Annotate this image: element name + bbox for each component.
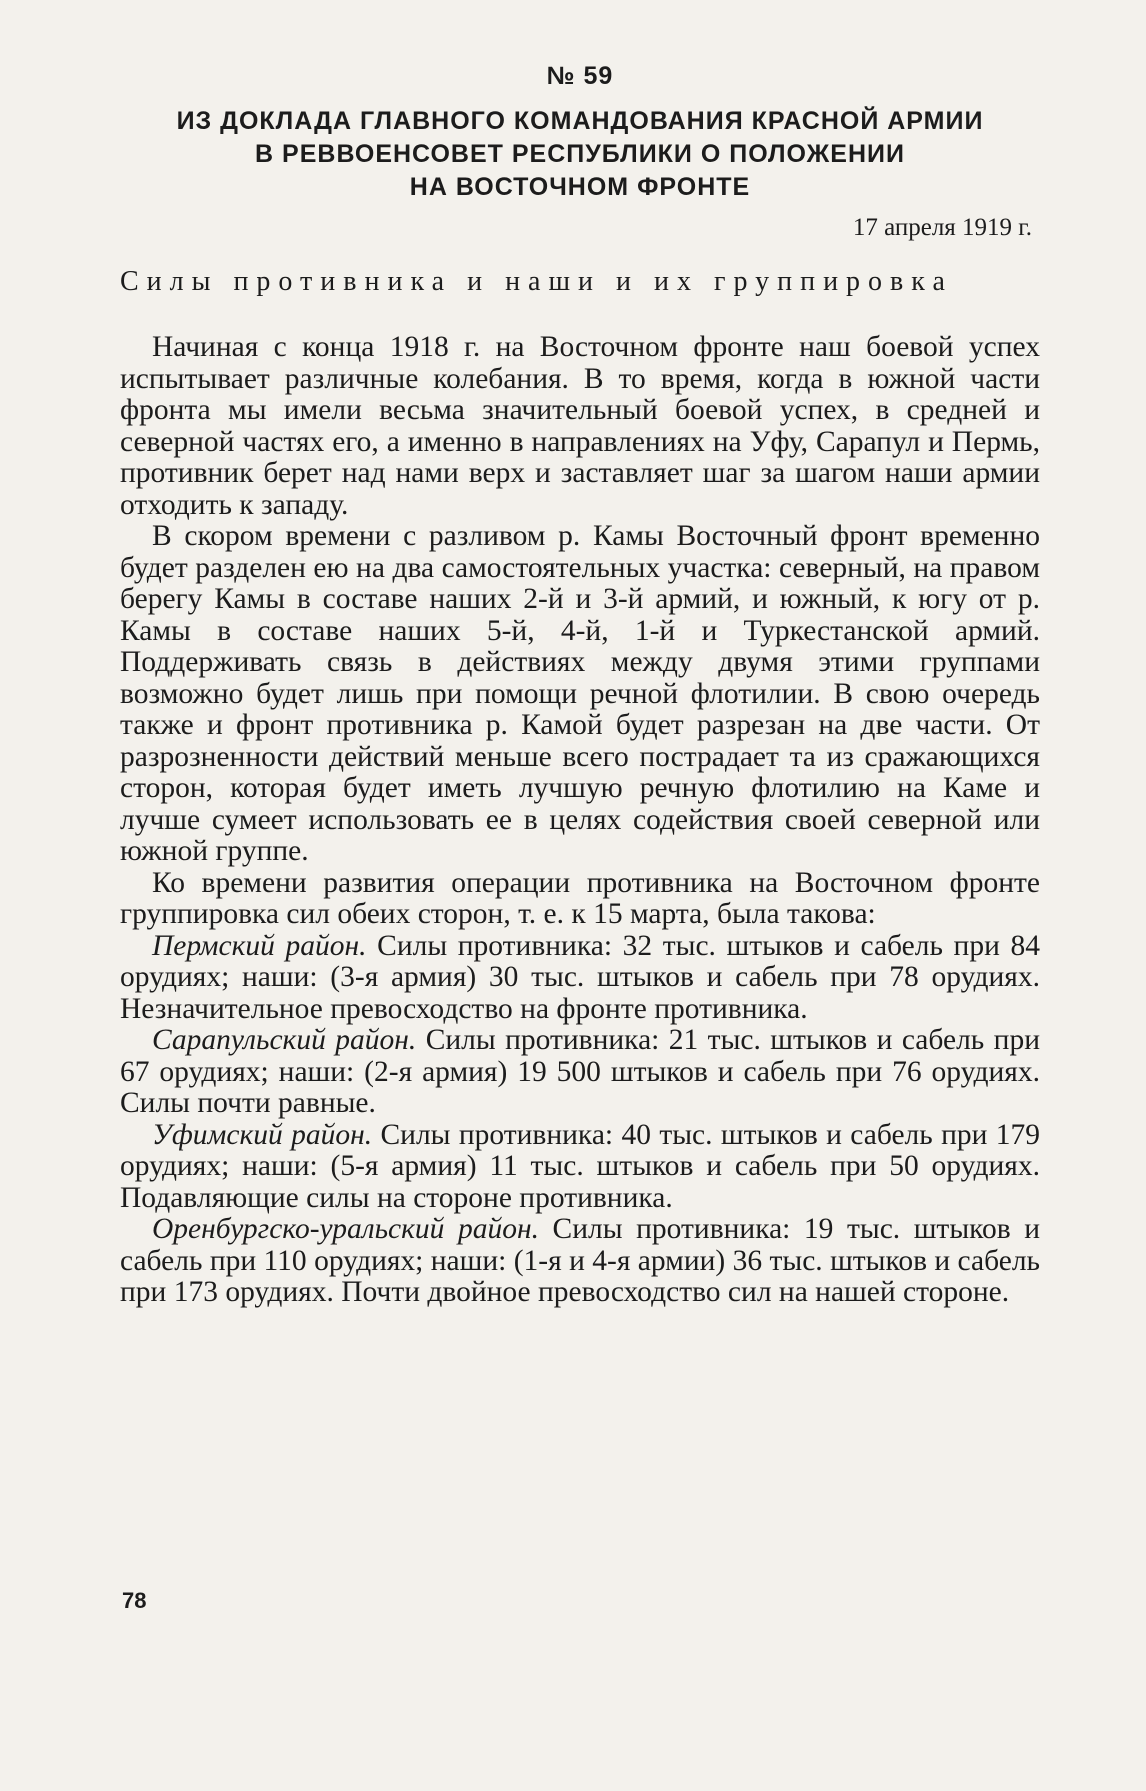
- region-name: Сарапульский район.: [152, 1024, 417, 1056]
- title-line: НА ВОСТОЧНОМ ФРОНТЕ: [409, 173, 751, 201]
- region-paragraph: [120, 1120, 1040, 1215]
- document-title: [120, 105, 1040, 204]
- document-date: 17 апреля 1919 г.: [852, 214, 1032, 241]
- section-heading: Силы противника и наши и их группировка: [120, 266, 953, 297]
- paragraph: Ко времени развития операции противника на Восточном фронте группировка сил обеих сторон, т. е. к 15 марта, была такова:: [120, 866, 1040, 930]
- region-text: Силы противника: 40 тыс. штыков и сабель при 179 орудиях; наши: (5-я армия) 11 тыс. штыков и сабель при 50 орудиях. Подавляющие силы на стороне противника.: [120, 1118, 1040, 1214]
- document-page: [120, 62, 1040, 1309]
- region-text: Силы противника: 21 тыс. штыков и сабель при 67 орудиях; наши: (2-я армия) 19 500 штыков и сабель при 76 орудиях. Силы почти равные.: [120, 1024, 1040, 1119]
- region-name: Оренбургско-уральский район.: [152, 1213, 539, 1245]
- region-text: Силы противника: 19 тыс. штыков и сабель при 110 орудиях; наши: (1-я и 4-я армии) 36 тыс. штыков и сабель при 173 орудиях. Почти двойное превосходство сил на нашей стороне.: [120, 1213, 1041, 1308]
- region-paragraph: [120, 931, 1040, 1026]
- paragraph: В скором времени с разливом р. Камы Восточный фронт временно будет разделен ею на два самостоятельных участка: северный, на правом берегу Камы в составе наших 2-й и 3-й армий, и южный, к югу от р. Камы в составе наших 5-й, 4-й, 1-й и Туркестанской армий. Поддерживать связь в действиях между двумя этими группами возможно будет лишь при помощи речной флотилии. В свою очередь также и фронт противника р. Камой будет разрезан на две части. От разрозненности действий меньше всего пострадает та из сражающихся сторон, которая будет иметь лучшую речную флотилию на Каме и лучше сумеет использовать ее в целях содействия своей северной или южной группе.: [120, 520, 1040, 867]
- region-text: Силы противника: 32 тыс. штыков и сабель при 84 орудиях; наши: (3-я армия) 30 тыс. штыков и сабель при 78 орудиях. Незначительное превосходство на фронте противника.: [120, 929, 1040, 1025]
- region-name: Уфимский район.: [152, 1118, 373, 1151]
- region-paragraph: [120, 1214, 1040, 1309]
- document-number: № 59: [546, 62, 614, 90]
- paragraph: Начиная с конца 1918 г. на Восточном фронте наш боевой успех испытывает различные колебания. В то время, когда в южной части фронта мы имели весьма значительный боевой успех, в средней и северной частях его, а именно в направлениях на Уфу, Сарапул и Пермь, противник берет над нами верх и заставляет шаг за шагом наши армии отходить к западу.: [120, 331, 1040, 521]
- title-line: ИЗ ДОКЛАДА ГЛАВНОГО КОМАНДОВАНИЯ КРАСНОЙ АРМИИ: [176, 107, 984, 135]
- body-text: [120, 332, 1040, 1309]
- page-number: 78: [122, 1588, 147, 1613]
- region-name: Пермский район.: [152, 929, 367, 962]
- region-paragraph: [120, 1025, 1040, 1120]
- title-line: В РЕВВОЕНСОВЕТ РЕСПУБЛИКИ О ПОЛОЖЕНИИ: [255, 140, 905, 168]
